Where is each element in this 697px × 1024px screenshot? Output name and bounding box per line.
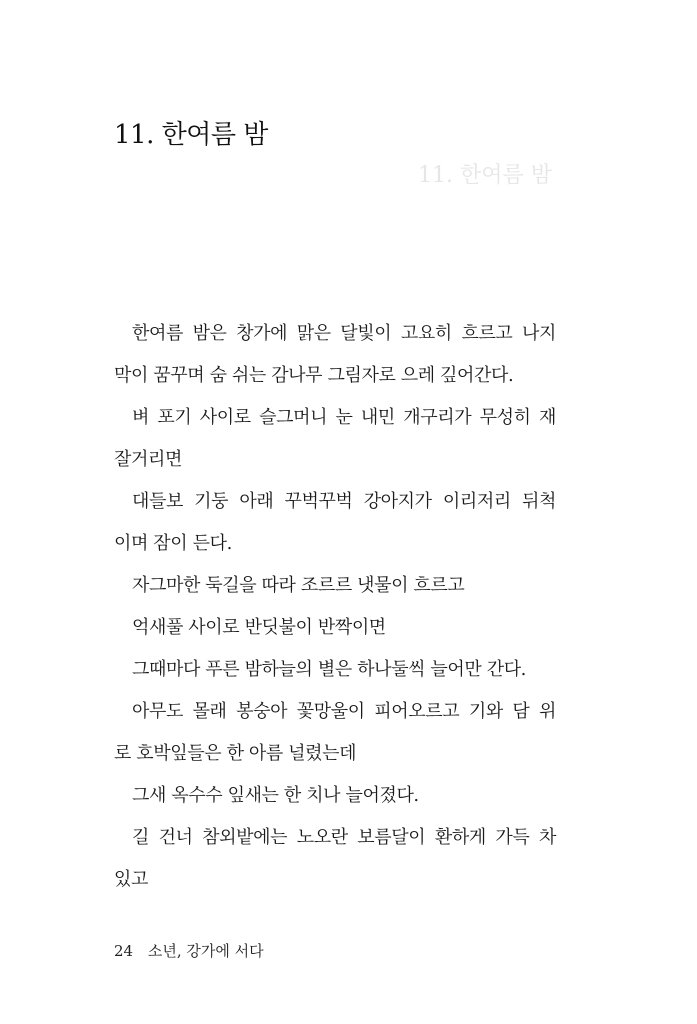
chapter-title: 11. 한여름 밤: [114, 120, 268, 150]
body-line: 이며 잠이 든다.: [114, 533, 232, 554]
book-title: 소년, 강가에 서다: [147, 942, 264, 960]
running-head-faded: 11. 한여름 밤: [418, 163, 552, 188]
body-line: 길 건너 참외밭에는 노오란 보름달이 환하게 가득 차: [132, 827, 556, 848]
body-line: 막이 꿈꾸며 숨 쉬는 감나무 그림자로 으레 깊어간다.: [114, 365, 514, 386]
body-line: 그새 옥수수 잎새는 한 치나 늘어졌다.: [132, 785, 419, 806]
body-line: 억새풀 사이로 반딧불이 반짝이면: [132, 617, 386, 638]
body-line: 한여름 밤은 창가에 맑은 달빛이 고요히 흐르고 나지: [132, 323, 556, 344]
body-line: 대들보 기둥 아래 꾸벅꾸벅 강아지가 이리저리 뒤척: [132, 491, 556, 512]
body-text: [114, 313, 556, 901]
page-number: 24: [114, 942, 134, 960]
body-line: 있고: [114, 869, 148, 890]
body-line: 아무도 몰래 봉숭아 꽃망울이 피어오르고 기와 담 위: [132, 701, 556, 722]
body-line: 로 호박잎들은 한 아름 널렸는데: [114, 743, 357, 764]
body-line: 벼 포기 사이로 슬그머니 눈 내민 개구리가 무성히 재: [132, 407, 556, 428]
body-line: 그때마다 푸른 밤하늘의 별은 하나둘씩 늘어만 간다.: [132, 659, 526, 680]
body-line: 잘거리면: [114, 449, 182, 470]
body-line: 자그마한 둑길을 따라 조르르 냇물이 흐르고: [132, 575, 465, 596]
page-footer: [114, 940, 264, 961]
